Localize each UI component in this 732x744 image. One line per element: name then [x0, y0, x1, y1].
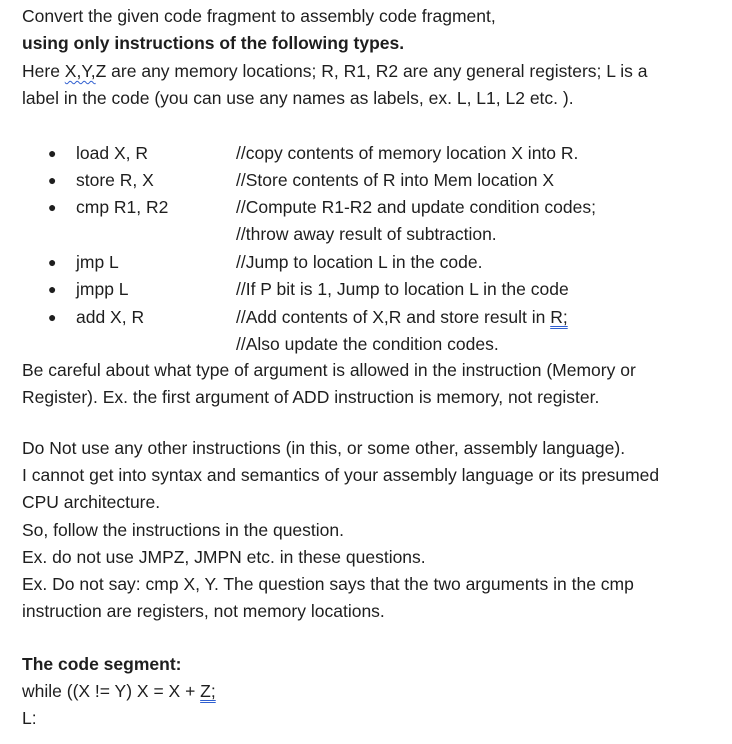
- intro-line-2-bold: using only instructions of the following types.: [22, 33, 405, 53]
- instruction-comment: //Store contents of R into Mem location X: [236, 170, 555, 190]
- instruction-text: cmp R1, R2: [76, 197, 169, 217]
- bullet-icon: ●: [48, 309, 57, 325]
- instruction-text: load X, R: [76, 143, 148, 163]
- instruction-comment: //If P bit is 1, Jump to location L in the code: [236, 279, 569, 299]
- careful-line-1: Be careful about what type of argument is allowed in the instruction (Memory or: [22, 360, 636, 380]
- intro-line-4: label in the code (you can use any names as labels, ex. L, L1, L2 etc. ).: [22, 88, 574, 108]
- code-line-2: L:: [22, 708, 37, 728]
- code-segment-heading: The code segment:: [22, 654, 182, 674]
- intro-line-3: [22, 58, 647, 85]
- instruction-comment: //Jump to location L in the code.: [236, 252, 483, 272]
- instruction-comment: [236, 304, 568, 331]
- bullet-icon: ●: [48, 172, 57, 188]
- careful-line-2: Register). Ex. the first argument of ADD instruction is memory, not register.: [22, 387, 600, 407]
- instruction-comment: //Also update the condition codes.: [236, 334, 499, 354]
- instruction-text: jmp L: [76, 252, 119, 272]
- intro-line-3-prefix: Here: [22, 61, 65, 81]
- instruction-text: jmpp L: [76, 279, 129, 299]
- spellcheck-vars: X,Y,: [64, 61, 96, 81]
- rules-line-4: So, follow the instructions in the question.: [22, 520, 344, 540]
- rules-line-1: Do Not use any other instructions (in this, or some other, assembly language).: [22, 438, 626, 458]
- rules-line-6: Ex. Do not say: cmp X, Y. The question says that the two arguments in the cmp: [22, 574, 634, 594]
- instruction-text: add X, R: [76, 307, 145, 327]
- intro-line-3-suffix: Z are any memory locations; R, R1, R2 are any general registers; L is a: [95, 61, 648, 81]
- spellcheck-mark: R;: [550, 307, 568, 327]
- rules-line-3: CPU architecture.: [22, 492, 161, 512]
- instruction-comment: //Compute R1-R2 and update condition codes;: [236, 197, 596, 217]
- rules-line-5: Ex. do not use JMPZ, JMPN etc. in these questions.: [22, 547, 426, 567]
- bullet-icon: ●: [48, 281, 57, 297]
- instruction-text: store R, X: [76, 170, 154, 190]
- code-line-1-text: while ((X != Y) X = X +: [22, 681, 201, 701]
- comment-prefix: //Add contents of X,R and store result in: [236, 307, 551, 327]
- bullet-icon: ●: [48, 145, 57, 161]
- bullet-icon: ●: [48, 199, 57, 215]
- instruction-comment: //throw away result of subtraction.: [236, 224, 497, 244]
- code-line-1: [22, 678, 216, 705]
- rules-line-7: instruction are registers, not memory locations.: [22, 601, 385, 621]
- intro-line-1: Convert the given code fragment to assembly code fragment,: [22, 6, 496, 26]
- rules-line-2: I cannot get into syntax and semantics of your assembly language or its presumed: [22, 465, 660, 485]
- bullet-icon: ●: [48, 254, 57, 270]
- spellcheck-mark: Z;: [200, 681, 216, 701]
- instruction-comment: //copy contents of memory location X into R.: [236, 143, 579, 163]
